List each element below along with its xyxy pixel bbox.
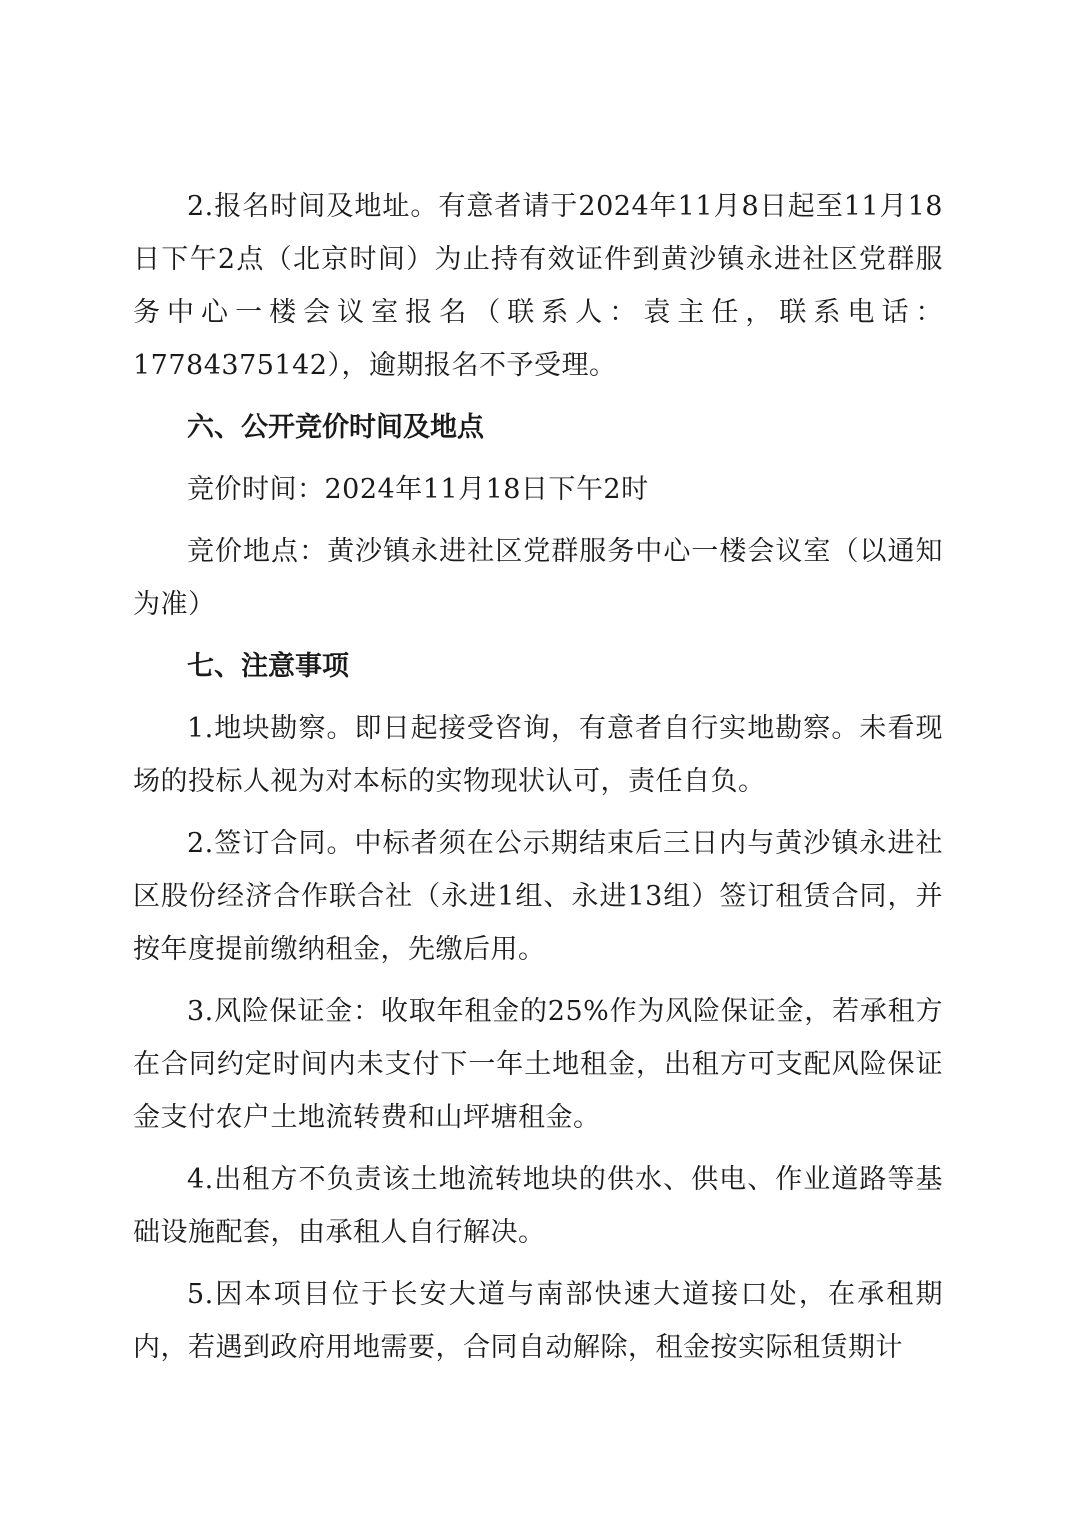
contract-signing-paragraph: 2.签订合同。中标者须在公示期结束后三日内与黄沙镇永进社区股份经济合作联合社（永进1组、永进13组）签订租赁合同，并按年度提前缴纳租金，先缴后用。 [133, 828, 943, 965]
risk-deposit-paragraph: 3.风险保证金：收取年租金的25%作为风险保证金，若承租方在合同约定时间内未支付下一年土地租金，出租方可支配风险保证金支付农户土地流转费和山坪塘租金。 [133, 996, 943, 1133]
bidding-place-paragraph: 竞价地点：黄沙镇永进社区党群服务中心一楼会议室（以通知为准） [133, 536, 943, 620]
government-land-paragraph: 5.因本项目位于长安大道与南部快速大道接口处，在承租期内，若遇到政府用地需要，合同自动解除，租金按实际租赁期计 [133, 1279, 943, 1363]
section-heading-notes: 七、注意事项 [187, 651, 349, 682]
section-heading-bidding-time-place: 六、公开竞价时间及地点 [187, 412, 484, 443]
site-inspection-paragraph: 1.地块勘察。即日起接受咨询，有意者自行实地勘察。未看现场的投标人视为对本标的实物现状认可，责任自负。 [133, 713, 943, 797]
document-body [133, 180, 943, 1383]
infrastructure-paragraph: 4.出租方不负责该土地流转地块的供水、供电、作业道路等基础设施配套，由承租人自行解决。 [133, 1164, 943, 1248]
registration-paragraph: 2.报名时间及地址。有意者请于2024年11月8日起至11月18日下午2点（北京时间）为止持有效证件到黄沙镇永进社区党群服务中心一楼会议室报名（联系人：袁主任，联系电话：17784375142），逾期报名不予受理。 [133, 191, 943, 381]
bidding-time-paragraph: 竞价时间：2024年11月18日下午2时 [187, 474, 649, 505]
